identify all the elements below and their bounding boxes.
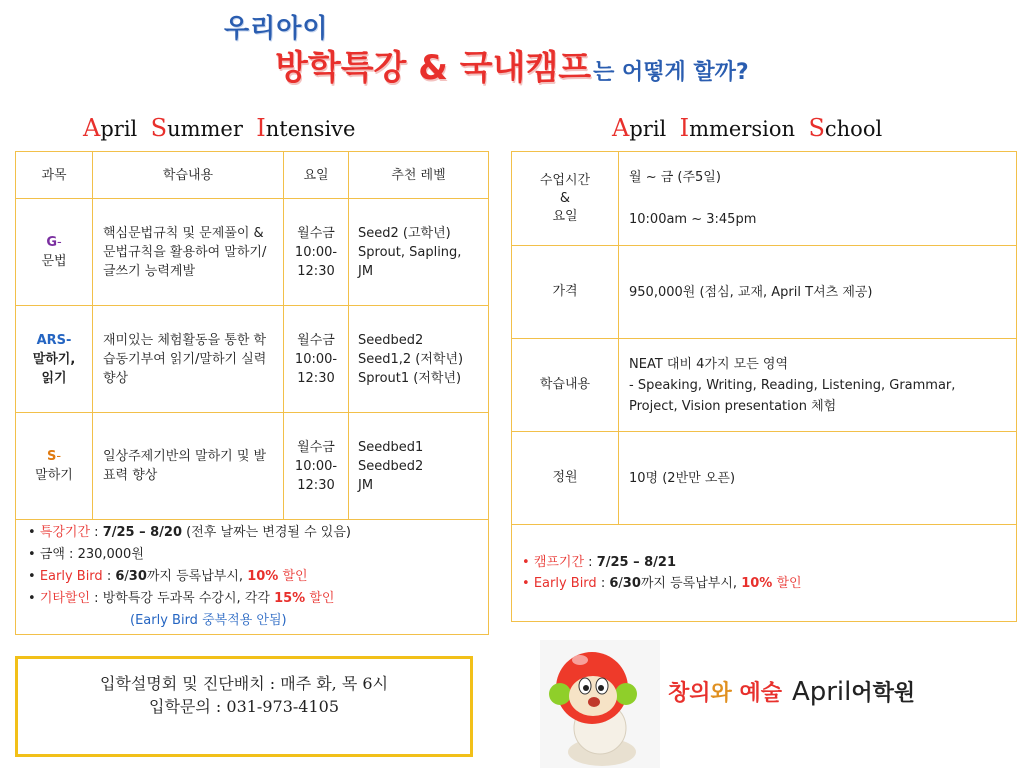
camp-period-note: • 캠프기간 : 7/25 – 8/21 (522, 555, 677, 570)
header-days: 요일 (284, 152, 349, 199)
price-value: 950,000원 (점심, 교재, April T셔츠 제공) (619, 246, 1017, 339)
table-row (16, 199, 489, 306)
header-content: 학습내용 (93, 152, 284, 199)
level-cell: Seedbed2 Seed1,2 (저학년) Sprout1 (저학년) (349, 306, 489, 413)
info-box (15, 656, 473, 757)
days-cell: 월수금 10:00- 12:30 (284, 306, 349, 413)
table-row (512, 339, 1017, 432)
header-title (275, 40, 749, 89)
notes-cell (16, 520, 489, 635)
content-cell: 핵심문법규칙 및 문제풀이 & 문법규칙을 활용하여 말하기/글쓰기 능력계발 (93, 199, 284, 306)
schedule-value: 월 ~ 금 (주5일) 10:00am ~ 3:45pm (619, 152, 1017, 246)
header-subtitle: 우리아이 (224, 14, 329, 44)
content-key: 학습내용 (512, 339, 619, 432)
capacity-key: 정원 (512, 432, 619, 525)
table-row (16, 413, 489, 520)
inquiry-line: 입학문의 : 031-973-4105 (149, 697, 339, 716)
notes-row (512, 525, 1017, 622)
immersion-school-title: April Immersion School (612, 114, 883, 142)
table-row (512, 246, 1017, 339)
notes-row (16, 520, 489, 635)
early-bird-note: • Early Bird : 6/30까지 등록납부시, 10% 할인 (28, 569, 308, 584)
price-key: 가격 (512, 246, 619, 339)
level-cell: Seed2 (고학년) Sprout, Sapling, JM (349, 199, 489, 306)
notes-cell (512, 525, 1017, 622)
price-note: • 금액 : 230,000원 (28, 547, 144, 562)
level-cell: Seedbed1 Seedbed2 JM (349, 413, 489, 520)
days-cell: 월수금 10:00- 12:30 (284, 413, 349, 520)
other-discount-footnote: (Early Bird 중복적용 안됨) (130, 613, 287, 628)
capacity-value: 10명 (2반만 오픈) (619, 432, 1017, 525)
schedule-key: 수업시간 & 요일 (512, 152, 619, 246)
table-row (16, 306, 489, 413)
header-title-suffix: 는 어떻게 할까? (593, 60, 749, 85)
content-cell: 일상주제기반의 말하기 및 발표력 향상 (93, 413, 284, 520)
table-row (512, 432, 1017, 525)
content-value: NEAT 대비 4가지 모든 영역 - Speaking, Writing, Reading, Listening, Grammar, Project, Vision presentation 체험 (619, 339, 1017, 432)
content-cell: 재미있는 체험활동을 통한 학습동기부여 읽기/말하기 실력향상 (93, 306, 284, 413)
summer-intensive-table (15, 151, 489, 635)
subject-cell: S- 말하기 (16, 413, 93, 520)
header-level: 추천 레벨 (349, 152, 489, 199)
subject-cell: G- 문법 (16, 199, 93, 306)
info-session-line: 입학설명회 및 진단배치 : 매주 화, 목 6시 (99, 674, 389, 693)
header-subject: 과목 (16, 152, 93, 199)
mascot-image (540, 640, 660, 768)
immersion-school-table (511, 151, 1017, 622)
table-row (512, 152, 1017, 246)
table-header-row (16, 152, 489, 199)
subject-cell: ARS- 말하기, 읽기 (16, 306, 93, 413)
period-note: • 특강기간 : 7/25 – 8/20 (전후 날짜는 변경될 수 있음) (28, 525, 351, 540)
brand-logo: 창의와 예술 April어학원 (668, 677, 916, 707)
early-bird-note: • Early Bird : 6/30까지 등록납부시, 10% 할인 (522, 576, 802, 591)
other-discount-note: • 기타할인 : 방학특강 두과목 수강시, 각각 15% 할인 (28, 591, 335, 606)
header-title-main: 방학특강 & 국내캠프 (275, 48, 592, 88)
summer-intensive-title: April Summer Intensive (83, 114, 356, 142)
days-cell: 월수금 10:00- 12:30 (284, 199, 349, 306)
